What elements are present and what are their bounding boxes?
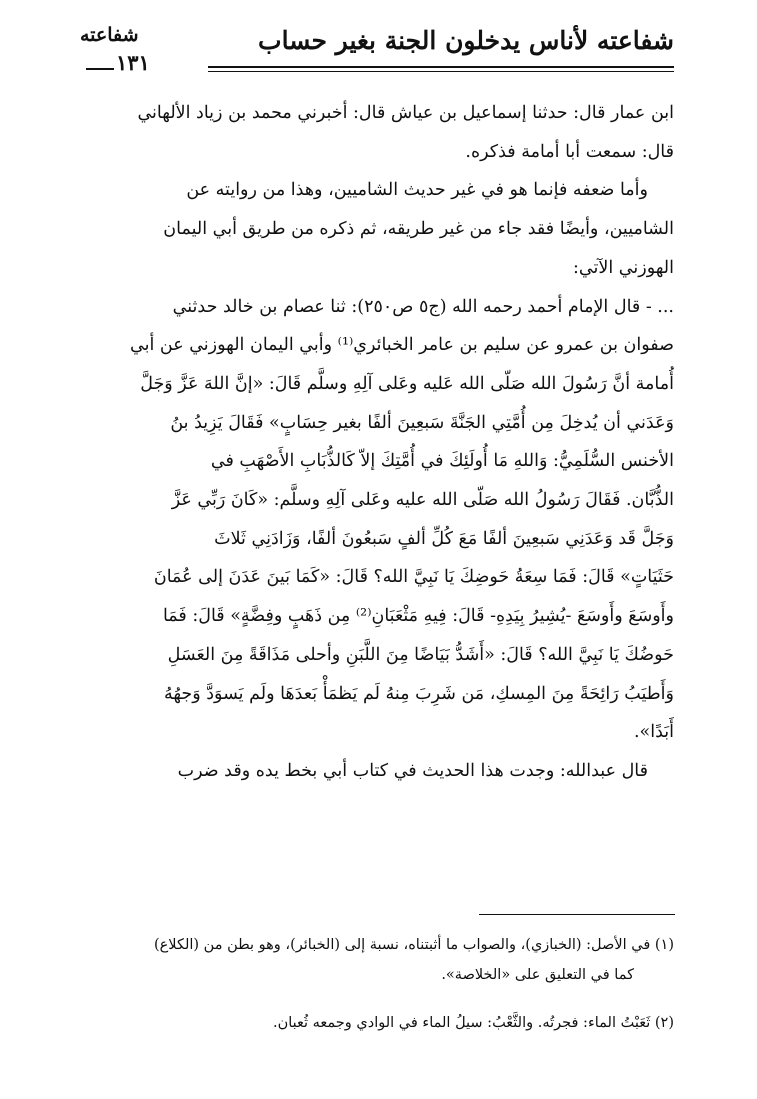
text-line-5: الهوزني الآتي: xyxy=(573,257,674,278)
text-line-11: الذُّبَّان. فَقَالَ رَسُولُ الله صَلّى الله عليه وعَلى آلِهِ وسلَّم: «كَانَ رَبِّي عَزَّ xyxy=(171,490,674,511)
text-line-4: الشاميين، وأيضًا فقد جاء من غير طريقه، ثم ذكره من طريق أبي اليمان xyxy=(163,219,674,240)
header-section-label: شفاعته xyxy=(80,24,139,46)
text-line-12: وَجَلَّ قَد وَعَدَنِي سَبعِينَ ألفًا مَعَ كُلِّ ألفٍ سَبعُونَ ألفًا، وَزَادَنِي ثَلاثَ xyxy=(214,528,674,549)
text-line-3: وأما ضعفه فإنما هو في غير حديث الشاميين، وهذا من روايته عن xyxy=(186,180,648,201)
text-line-9: وَعَدَني أن يُدخِلَ مِن أُمَّتِي الجَنَّةَ سَبعِينَ ألفًا بغير حِسَابٍ» فَقَالَ يَزِيدُ بنُ xyxy=(170,412,674,433)
text-line-10: الأخنس السُّلَمِيُّ: وَاللهِ مَا أُولَئِكَ في أُمَّتِكَ إلاّ كَالذُّبَابِ الأَصْهَبِ في xyxy=(210,451,674,472)
header-rule xyxy=(208,66,674,72)
main-text xyxy=(84,94,674,791)
header-title: شفاعته لأناس يدخلون الجنة بغير حساب xyxy=(258,26,674,55)
text-line-16: وَأَطيَبُ رَائِحَةً مِنَ المِسكِ، مَن شَرِبَ مِنهُ لَم يَظمَأْ بَعدَهَا ولَم يَسوَدَّ وَجهُهُ xyxy=(163,683,674,704)
text-line-13: حَثَيَاتٍ» قَالَ: فَمَا سِعَةُ حَوضِكَ يَا نَبِيَّ الله؟ قَالَ: «كَمَا بَينَ عَدَنَ إلى عُمَانَ xyxy=(153,567,674,588)
footnote-separator xyxy=(479,914,675,915)
text-line-18: قال عبدالله: وجدت هذا الحديث في كتاب أبي بخط يده وقد ضرب xyxy=(177,760,648,781)
text-line-8: أُمامة أنَّ رَسُولَ الله صَلّى الله عَليه وعَلى آلِهِ وسلَّم قَالَ: «إنَّ اللهَ عَزَّ وَجَلَّ xyxy=(140,373,674,394)
footnote-1: (١) في الأصل: (الخبازي)، والصواب ما أثبتناه، نسبة إلى (الخبائر)، وهو بطن من (الكلاع) xyxy=(153,937,674,953)
running-header xyxy=(78,22,674,74)
text-line-15: حَوضُكَ يَا نَبِيَّ الله؟ قَالَ: «أَشَدُّ بَيَاضًا مِنَ اللَّبَنِ وأحلى مَذَاقَةً مِنَ العَسَلِ xyxy=(167,644,674,665)
footnote-2: (٢) ثَعَبْتُ الماء: فجرتُه. والثَّعْبُ: سيلُ الماء في الوادي وجمعه ثُعبان. xyxy=(272,1015,674,1031)
text-line-7: صفوان بن عمرو عن سليم بن عامر الخبائري⁽¹⁾ وأبي اليمان الهوزني عن أبي xyxy=(129,335,674,356)
page-number: ١٣١ xyxy=(116,50,150,75)
header-rule-short xyxy=(86,68,114,70)
text-line-2: قال: سمعت أبا أمامة فذكره. xyxy=(465,141,674,162)
text-line-1: ابن عمار قال: حدثنا إسماعيل بن عياش قال: أخبرني محمد بن زياد الألهاني xyxy=(137,103,674,123)
footnotes xyxy=(84,930,674,1038)
text-line-17: أَبَدًا». xyxy=(633,722,674,743)
footnote-1-continued: كما في التعليق على «الخلاصة». xyxy=(441,967,634,983)
text-line-6: ... - قال الإمام أحمد رحمه الله (ج٥ ص٢٥٠): ثنا عصام بن خالد حدثني xyxy=(172,296,674,317)
text-line-14: وأَوسَعَ وأَوسَعَ -يُشِيرُ بِيَدِهِ- قَالَ: فِيهِ مَثْعَبَانِ⁽²⁾ مِن ذَهَبٍ وفِضَّةٍ» قَالَ: فَمَا xyxy=(162,606,674,627)
